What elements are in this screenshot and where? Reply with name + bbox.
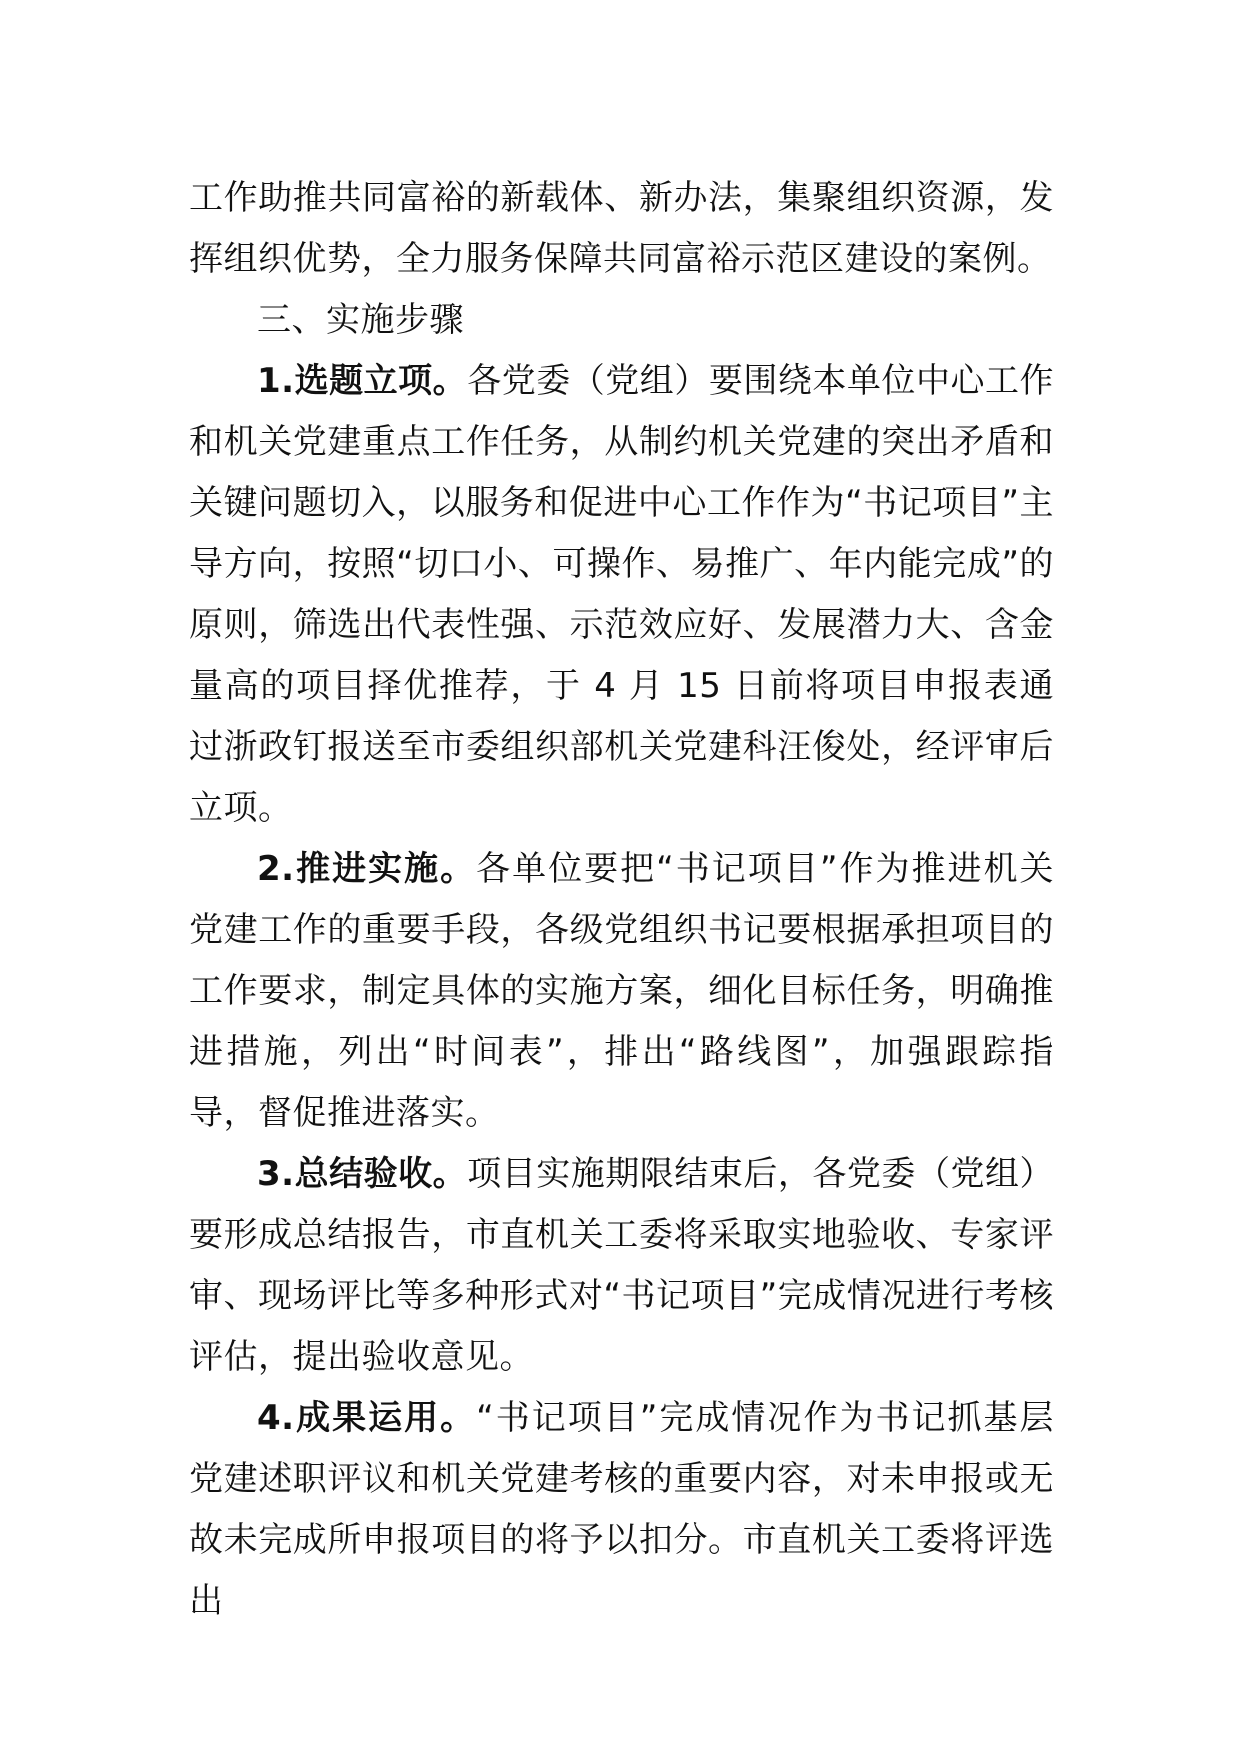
paragraph-step-2: [189, 839, 1054, 1144]
paragraph-text: “书记项目”完成情况作为书记抓基层党建述职评议和机关党建考核的重要内容，对未申报或无故未完成所申报项目的将予以扣分。市直机关工委将评选出: [189, 1398, 1054, 1621]
step-lead: 1.选题立项。: [257, 361, 468, 401]
paragraph-text: 各单位要把“书记项目”作为推进机关党建工作的重要手段，各级党组织书记要根据承担项目的工作要求，制定具体的实施方案，细化目标任务，明确推进措施，列出“时间表”，排出“路线图”，加强跟踪指导，督促推进落实。: [189, 849, 1054, 1133]
paragraph-text: 项目实施期限结束后，各党委（党组）要形成总结报告，市直机关工委将采取实地验收、专家评审、现场评比等多种形式对“书记项目”完成情况进行考核评估，提出验收意见。: [189, 1154, 1055, 1377]
section-heading-text: 三、实施步骤: [257, 300, 464, 340]
paragraph-text: 工作助推共同富裕的新载体、新办法，集聚组织资源，发挥组织优势，全力服务保障共同富裕示范区建设的案例。: [189, 178, 1054, 279]
paragraph-step-1: [189, 351, 1054, 839]
step-lead: 4.成果运用。: [257, 1398, 477, 1438]
paragraph-step-3: [189, 1144, 1054, 1388]
paragraph-text: 各党委（党组）要围绕本单位中心工作和机关党建重点工作任务，从制约机关党建的突出矛盾和关键问题切入，以服务和促进中心工作作为“书记项目”主导方向，按照“切口小、可操作、易推广、年内能完成”的原则，筛选出代表性强、示范效应好、发展潜力大、含金量高的项目择优推荐，于 4 月 15 日前将项目申报表通过浙政钉报送至市委组织部机关党建科汪俊处，经评审后立项。: [189, 361, 1055, 828]
paragraph-step-4: [189, 1388, 1054, 1632]
document-body: [189, 168, 1054, 1632]
step-lead: 2.推进实施。: [257, 849, 477, 889]
paragraph-intro: [189, 168, 1054, 290]
step-lead: 3.总结验收。: [257, 1154, 468, 1194]
section-heading: [189, 290, 1054, 351]
